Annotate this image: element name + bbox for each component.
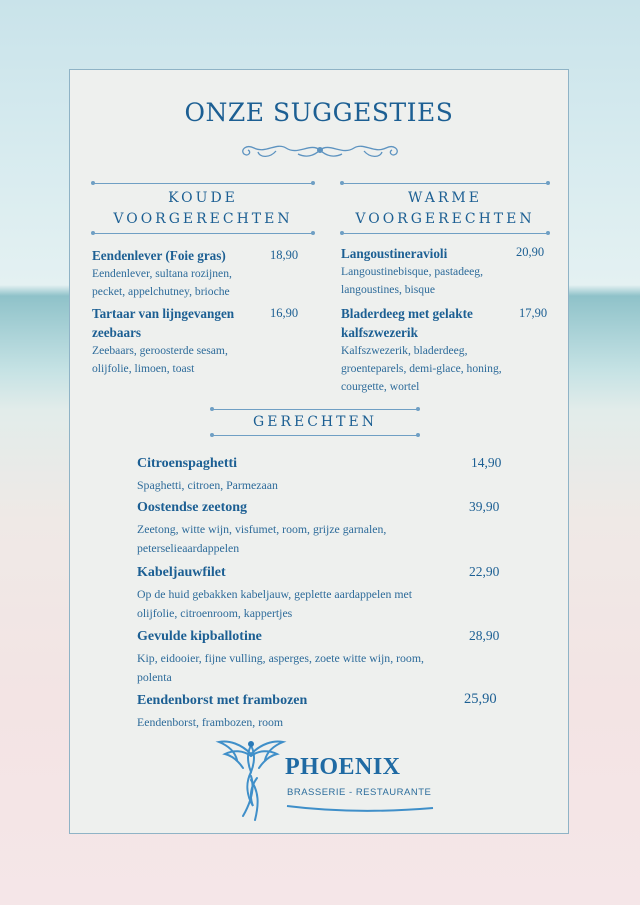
divider — [212, 409, 418, 410]
item-name: Gevulde kipballotine — [137, 629, 262, 644]
item-description — [341, 263, 521, 299]
brand-logo — [215, 732, 435, 827]
menu-item — [92, 246, 272, 301]
divider — [212, 435, 418, 436]
item-name: Kabeljauwfilet — [137, 565, 226, 580]
menu-item — [137, 691, 467, 732]
item-price: 39,90 — [469, 499, 500, 514]
item-name: Eendenborst met frambozen — [137, 693, 308, 708]
item-name: Eendenlever (Foie gras) — [92, 248, 226, 263]
name-line: Bladerdeeg met gelakte — [341, 306, 473, 321]
divider — [342, 183, 548, 184]
item-description — [92, 342, 272, 378]
item-name: Oostendse zeetong — [137, 500, 248, 515]
description-line: polenta — [137, 670, 172, 684]
name-line: Tartaar van lijngevangen — [92, 306, 235, 321]
menu-item — [137, 627, 467, 687]
description-line: peterselieaardappelen — [137, 541, 240, 555]
item-description — [137, 520, 467, 558]
menu-item — [341, 304, 536, 396]
brand-swoosh — [285, 802, 435, 814]
item-price: 28,90 — [469, 628, 500, 643]
menu-item — [92, 304, 272, 378]
item-description — [137, 713, 467, 732]
description-line: olijfolie, citroenroom, kappertjes — [137, 606, 293, 620]
brand-name: PHOENIX — [285, 754, 401, 780]
item-price: 18,90 — [270, 248, 299, 262]
divider — [93, 183, 313, 184]
description-line: Zeetong, witte wijn, visfumet, room, grijze garnalen, — [137, 522, 387, 536]
item-name — [92, 304, 272, 342]
menu-title: ONZE SUGGESTIES — [184, 98, 454, 127]
warm-starters-heading — [342, 188, 548, 230]
item-description — [137, 649, 467, 687]
description-line: Op de huid gebakken kabeljauw, geplette aardappelen met — [137, 587, 413, 601]
menu-item — [137, 498, 467, 558]
description-line: langoustines, bisque — [341, 283, 436, 296]
brand-subtitle: BRASSERIE - RESTAURANTE — [287, 787, 432, 798]
phoenix-bird-icon — [215, 732, 287, 824]
description-line: Langoustinebisque, pastadeeg, — [341, 265, 483, 278]
description-line: courgette, wortel — [341, 380, 420, 393]
description-line: Kip, eidooier, fijne vulling, asperges, zoete witte wijn, room, — [137, 651, 424, 665]
item-price: 17,90 — [519, 306, 548, 320]
item-name: Citroenspaghetti — [137, 456, 238, 471]
description-line: pecket, appelchutney, brioche — [92, 285, 230, 298]
heading-line: VOORGERECHTEN — [355, 211, 535, 227]
item-description — [137, 585, 467, 623]
heading-line: WARME — [408, 190, 482, 206]
description-line: olijfolie, limoen, toast — [92, 362, 195, 375]
description-line: Zeebaars, geroosterde sesam, — [92, 344, 228, 357]
description-line: Eendenlever, sultana rozijnen, — [92, 267, 232, 280]
item-price: 20,90 — [516, 245, 545, 259]
flourish-ornament-icon — [236, 138, 404, 162]
item-description — [92, 265, 272, 301]
menu-card — [69, 69, 569, 834]
mains-heading: GERECHTEN — [253, 414, 377, 430]
item-description — [341, 342, 536, 396]
name-line: zeebaars — [92, 325, 142, 340]
description-line: Kalfszwezerik, bladerdeeg, — [341, 344, 468, 357]
heading-line: KOUDE — [168, 190, 238, 206]
name-line: kalfszwezerik — [341, 325, 418, 340]
heading-line: VOORGERECHTEN — [113, 211, 293, 227]
item-price: 14,90 — [471, 455, 502, 470]
menu-item — [137, 563, 467, 623]
description-line: groenteparels, demi-glace, honing, — [341, 362, 502, 375]
item-price: 22,90 — [469, 564, 500, 579]
description-line: Eendenborst, frambozen, room — [137, 715, 284, 729]
item-name: Langoustineravioli — [341, 246, 448, 261]
item-name — [341, 304, 536, 342]
item-description — [137, 476, 467, 495]
menu-item — [341, 244, 521, 299]
item-price: 25,90 — [464, 691, 497, 707]
cold-starters-heading — [93, 188, 313, 230]
item-price: 16,90 — [270, 306, 299, 320]
divider — [342, 233, 548, 234]
menu-item — [137, 454, 467, 495]
description-line: Spaghetti, citroen, Parmezaan — [137, 478, 278, 492]
divider — [93, 233, 313, 234]
